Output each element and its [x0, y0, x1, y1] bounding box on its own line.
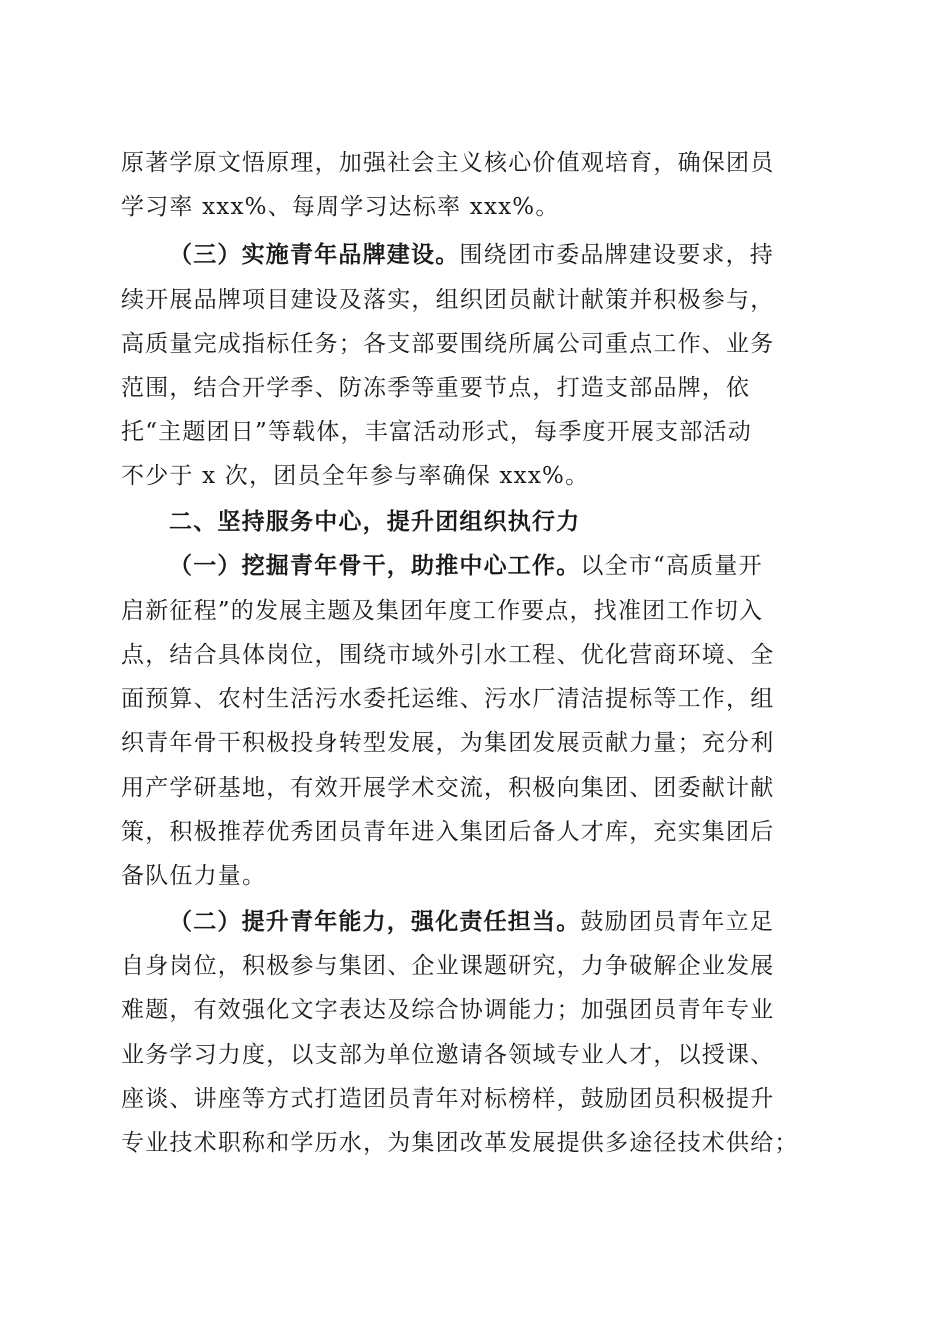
line-text: 范围，结合开学季、防冻季等重要节点，打造支部品牌，依: [121, 375, 751, 401]
body-line: [121, 143, 774, 183]
body-line: [121, 1035, 774, 1075]
body-line: [121, 368, 750, 408]
body-line: [121, 635, 774, 675]
body-line: [121, 1123, 799, 1163]
heading-text: 二、坚持服务中心，提升团组织执行力: [169, 509, 581, 535]
line-text: 策，积极推荐优秀团员青年进入集团后备人才库，充实集团后: [121, 819, 775, 845]
paragraph-first-line: [169, 902, 774, 942]
line-text: 点，结合具体岗位，围绕市域外引水工程、优化营商环境、全: [121, 642, 775, 668]
body-line: [121, 723, 774, 763]
paragraph-lead-bold: （二）提升青年能力，强化责任担当。: [169, 909, 581, 935]
line-text: 以全市“高质量开: [580, 553, 763, 579]
paragraph-first-line: [169, 235, 774, 275]
body-line: [121, 679, 774, 719]
line-text: 学习率 xxx%、每周学习达标率 xxx%。: [121, 194, 560, 220]
line-text: 不少于 x 次，团员全年参与率确保 xxx%。: [121, 463, 590, 489]
line-text: 织青年骨干积极投身转型发展，为集团发展贡献力量；充分利: [121, 730, 775, 756]
body-line: [121, 768, 774, 808]
line-text: 难题，有效强化文字表达及综合协调能力；加强团员青年专业: [121, 997, 775, 1023]
paragraph-lead-bold: （一）挖掘青年骨干，助推中心工作。: [169, 553, 581, 579]
body-line: [121, 456, 589, 496]
body-line: [121, 591, 763, 631]
body-line: [121, 1079, 774, 1119]
line-text: 托“主题团日”等载体，丰富活动形式，每季度开展支部活动: [121, 419, 752, 445]
section-heading: [169, 502, 580, 542]
line-text: 座谈、讲座等方式打造团员青年对标榜样，鼓励团员积极提升: [121, 1086, 775, 1112]
line-text: 续开展品牌项目建设及落实，组织团员献计献策并积极参与，: [121, 287, 775, 313]
line-text: 业务学习力度，以支部为单位邀请各领域专业人才，以授课、: [121, 1042, 775, 1068]
line-text: 面预算、农村生活污水委托运维、污水厂清洁提标等工作，组: [121, 686, 775, 712]
body-line: [121, 990, 774, 1030]
line-text: 专业技术职称和学历水，为集团改革发展提供多途径技术供给；: [121, 1130, 799, 1156]
paragraph-lead-bold: （三）实施青年品牌建设。: [169, 242, 460, 268]
body-line: [121, 856, 266, 896]
body-line: [121, 812, 774, 852]
line-text: 启新征程”的发展主题及集团年度工作要点，找准团工作切入: [121, 598, 764, 624]
body-line: [121, 187, 560, 227]
body-line: [121, 280, 774, 320]
line-text: 自身岗位，积极参与集团、企业课题研究，力争破解企业发展: [121, 953, 775, 979]
line-text: 备队伍力量。: [121, 863, 267, 889]
line-text: 原著学原文悟原理，加强社会主义核心价值观培育，确保团员: [121, 150, 775, 176]
line-text: 鼓励团员青年立足: [580, 909, 775, 935]
line-text: 用产学研基地，有效开展学术交流，积极向集团、团委献计献: [121, 775, 775, 801]
line-text: 围绕团市委品牌建设要求，持: [459, 242, 775, 268]
paragraph-first-line: [169, 546, 763, 586]
body-line: [121, 946, 774, 986]
body-line: [121, 324, 774, 364]
line-text: 高质量完成指标任务；各支部要围绕所属公司重点工作、业务: [121, 331, 775, 357]
body-line: [121, 412, 752, 452]
